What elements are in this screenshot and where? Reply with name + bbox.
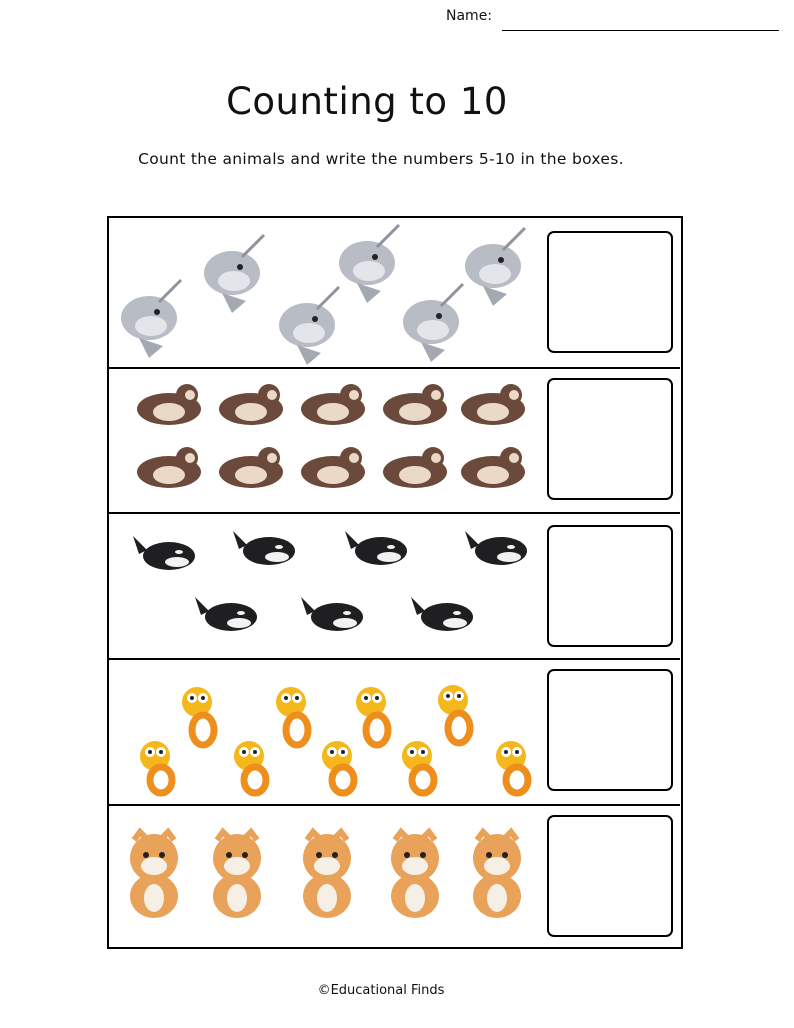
snake-icon xyxy=(234,741,266,793)
tiger-icon xyxy=(130,832,178,918)
orca-icon xyxy=(195,597,257,631)
narwhal-icon xyxy=(403,284,463,362)
snake-icon xyxy=(438,685,470,743)
row-tigers xyxy=(109,806,680,946)
row-orcas xyxy=(109,514,680,660)
row-snakes xyxy=(109,660,680,806)
name-label: Name: xyxy=(446,8,493,24)
name-line[interactable] xyxy=(502,30,779,31)
answer-box[interactable] xyxy=(547,525,673,647)
page-title: Counting to 10 xyxy=(226,80,508,123)
orca-icon xyxy=(465,531,527,565)
snake-icon xyxy=(322,741,354,793)
answer-box[interactable] xyxy=(547,815,673,937)
narwhal-icon xyxy=(204,235,264,313)
otter-icon xyxy=(219,447,283,488)
narwhal-icon xyxy=(465,228,525,306)
narwhal-icon xyxy=(121,280,181,358)
snake-icon xyxy=(496,741,528,793)
narwhal-icon xyxy=(339,225,399,303)
orca-icon xyxy=(411,597,473,631)
orca-icon xyxy=(301,597,363,631)
tiger-icon xyxy=(473,832,521,918)
orca-group xyxy=(109,514,539,657)
narwhal-group xyxy=(109,218,539,366)
otter-group xyxy=(109,369,539,511)
otter-icon xyxy=(137,384,201,425)
instructions: Count the animals and write the numbers 5-10 in the boxes. xyxy=(138,150,624,168)
answer-box[interactable] xyxy=(547,669,673,791)
otter-icon xyxy=(301,447,365,488)
otter-icon xyxy=(461,384,525,425)
snake-group xyxy=(109,660,539,803)
otter-icon xyxy=(383,384,447,425)
copyright: ©Educational Finds xyxy=(317,983,445,998)
counting-grid xyxy=(107,216,683,949)
orca-icon xyxy=(345,531,407,565)
otter-icon xyxy=(301,384,365,425)
tiger-group xyxy=(109,806,539,946)
answer-box[interactable] xyxy=(547,378,673,500)
snake-icon xyxy=(182,687,214,745)
tiger-icon xyxy=(391,832,439,918)
snake-icon xyxy=(276,687,308,745)
snake-icon xyxy=(356,687,388,745)
snake-icon xyxy=(402,741,434,793)
orca-icon xyxy=(133,536,195,570)
tiger-icon xyxy=(213,832,261,918)
snake-icon xyxy=(140,741,172,793)
answer-box[interactable] xyxy=(547,231,673,353)
otter-icon xyxy=(137,447,201,488)
row-otters xyxy=(109,369,680,514)
tiger-icon xyxy=(303,832,351,918)
row-narwhals xyxy=(109,218,680,369)
orca-icon xyxy=(233,531,295,565)
otter-icon xyxy=(383,447,447,488)
otter-icon xyxy=(461,447,525,488)
narwhal-icon xyxy=(279,287,339,365)
otter-icon xyxy=(219,384,283,425)
